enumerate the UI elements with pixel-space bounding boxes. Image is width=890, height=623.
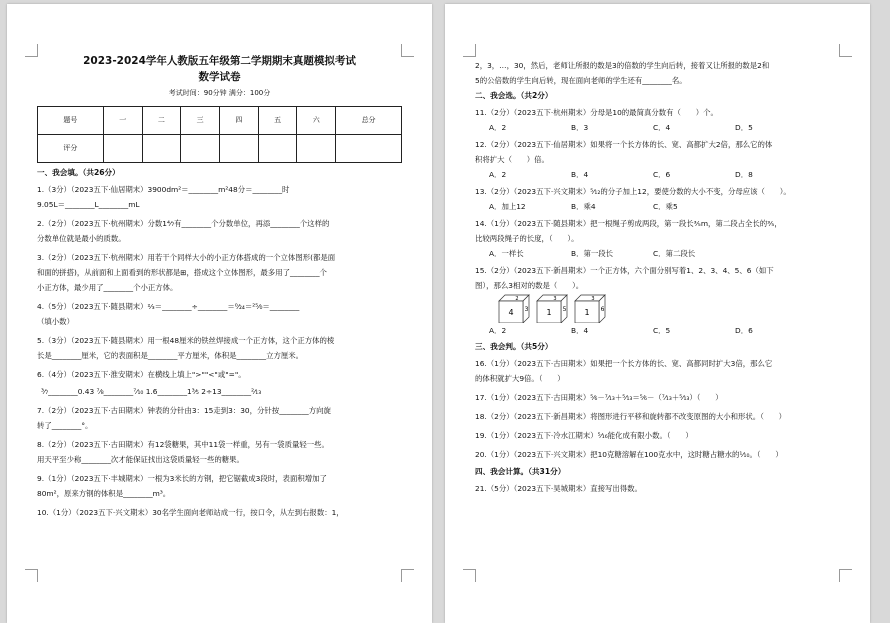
option[interactable]: A．2 — [489, 326, 507, 335]
score-cell[interactable] — [258, 135, 297, 163]
question-line: 转了________°。 — [37, 421, 93, 430]
answer-options — [475, 325, 840, 336]
cube-face-top: 2 — [515, 296, 519, 302]
score-cell[interactable] — [142, 135, 181, 163]
option[interactable]: B．第一段长 — [571, 249, 614, 258]
cube-3 — [573, 293, 607, 323]
cube-face-top: 3 — [591, 296, 595, 302]
option[interactable]: A．2 — [489, 170, 507, 179]
score-cell[interactable] — [103, 135, 142, 163]
question-line: 16.（1分）（2023五下·古田期末）如果把一个长方体的长、宽、高都同时扩大3倍，那么它 — [475, 359, 773, 368]
score-cell[interactable] — [336, 135, 402, 163]
section-heading: 四、我会计算。（共31分） — [475, 467, 566, 476]
answer-options — [475, 169, 840, 180]
question-line: 5的公倍数的学生向后转，现在面向老师的学生还有________名。 — [475, 76, 687, 85]
question-line: 9.05L＝________L________mL — [37, 200, 140, 209]
crop-mark — [401, 569, 414, 582]
answer-options — [475, 248, 840, 259]
question-line: 7.（2分）（2023五下·古田期末）钟表的分针由3：15走到3：30，分针按________方向旋 — [37, 406, 331, 415]
question-line: 15.（2分）（2023五下·新昌期末）一个正方体，六个面分别写着1、2、3、4、5、6（如下 — [475, 266, 774, 275]
question-line: 图），那么3相对的数是（ ）。 — [475, 281, 584, 290]
cube-face-side: 6 — [600, 306, 605, 313]
question-line: 4.（5分）（2023五下·随县期末）⅔＝________÷________＝⁰⁄₂₄＝²⁵⁄₀＝________ — [37, 302, 300, 311]
exam-meta: 考试时间：90分钟 满分：100分 — [168, 89, 271, 97]
question-line: 80m²，原来方钢的体积是________m³。 — [37, 489, 171, 498]
question-line: 5.（3分）（2023五下·随县期末）用一根48厘米的铁丝焊接成一个正方体，这个正方体的棱 — [37, 336, 335, 345]
question-line: 3.（2分）（2023五下·杭州期末）用若干个同样大小的小正方体搭成的一个立体图形(都是面 — [37, 253, 336, 262]
option[interactable]: B．4 — [571, 170, 589, 179]
question-line: 用天平至少称________次才能保证找出这袋质量轻一些的糖果。 — [37, 455, 244, 464]
score-table-row — [38, 135, 402, 163]
option[interactable]: D．5 — [735, 123, 753, 132]
exam-page-2 — [445, 4, 870, 623]
question-line: 18.（2分）（2023五下·新昌期末）将图形进行平移和旋转都不改变原图的大小和形状。（ ） — [475, 412, 787, 421]
question-list — [37, 167, 402, 518]
answer-options — [475, 201, 840, 212]
cube-figure — [497, 293, 840, 323]
question-line: （填小数） — [37, 317, 74, 326]
score-header-cell: 六 — [297, 107, 336, 135]
option[interactable]: C．6 — [653, 170, 671, 179]
section-heading: 一、我会填。（共26分） — [37, 168, 120, 177]
option[interactable]: A．加上12 — [489, 202, 526, 211]
option[interactable]: B．乘4 — [571, 202, 596, 211]
cube-face-side: 3 — [524, 306, 529, 313]
option[interactable]: B．3 — [571, 123, 589, 132]
question-list — [475, 60, 840, 494]
question-line: 长是________厘米，它的表面积是________平方厘米，体积是________立方厘米。 — [37, 351, 304, 360]
question-line: 和面的拼搭)，从前面和上面看到的形状都是⊞，搭成这个立体图形，最多用了________个 — [37, 268, 327, 277]
exam-title: 2023-2024学年人教版五年级第二学期期末真题模拟考试 — [83, 55, 356, 67]
question-line: 11.（2分）（2023五下·杭州期末）分母是10的最简真分数有（ ）个。 — [475, 108, 718, 117]
question-line: 比较两段绳子的长度，（ ）。 — [475, 234, 579, 243]
question-line: 10.（1分）（2023五下·兴文期末）30名学生面向老师站成一行，按口令，从左到右报数：1， — [37, 508, 344, 517]
page-1-content — [37, 4, 402, 518]
score-cell[interactable] — [297, 135, 336, 163]
question-line: 积将扩大（ ）倍。 — [475, 155, 549, 164]
question-line: 小正方体，最少用了________个小正方体。 — [37, 283, 178, 292]
score-header-cell: 二 — [142, 107, 181, 135]
score-row-label: 评分 — [38, 135, 104, 163]
question-line: 9.（1分）（2023五下·丰城期末）一根为3米长的方钢，把它锯截成3段时，表面积增加了 — [37, 474, 327, 483]
question-line: 2.（2分）（2023五下·杭州期末）分数1⁴⁄₇有________个分数单位，再添________个这样的 — [37, 219, 330, 228]
question-line: 6.（4分）（2023五下·淮安期末）在横线上填上">""<"或"="。 — [37, 370, 246, 379]
question-line: 20.（1分）（2023五下·兴文期末）把10克糖溶解在100克水中，这时糖占糖水的¹⁄₁₀。（ ） — [475, 450, 783, 459]
section-heading: 二、我会选。（共2分） — [475, 91, 553, 100]
score-header-cell: 五 — [258, 107, 297, 135]
question-line: 21.（5分）（2023五下·昊城期末）直接写出得数。 — [475, 484, 642, 493]
option[interactable]: B．4 — [571, 326, 589, 335]
crop-mark — [463, 569, 476, 582]
option[interactable]: C．4 — [653, 123, 671, 132]
cube-face-front: 1 — [546, 308, 552, 317]
question-line: 19.（1分）（2023五下·冷水江期末）⁵⁄₁₆能化成有限小数。（ ） — [475, 431, 693, 440]
score-table-header — [38, 107, 402, 135]
question-line: 12.（2分）（2023五下·仙居期末）如果将一个长方体的长、宽、高都扩大2倍，那么它的体 — [475, 140, 773, 149]
question-line: ³⁄₇________0.43 ⁷⁄₈________⁷⁄₁₀ 1.6________1³⁄₅ 2÷13________²⁄₁₃ — [41, 387, 262, 396]
score-cell[interactable] — [181, 135, 220, 163]
crop-mark — [25, 569, 38, 582]
score-header-cell: 题号 — [38, 107, 104, 135]
question-line: 1.（3分）（2023五下·仙居期末）3900dm²＝________m²48分＝________时 — [37, 185, 290, 194]
question-line: 13.（2分）（2023五下·兴文期末）⁵⁄₁₂的分子加上12，要使分数的大小不变，分母应该（ ）。 — [475, 187, 791, 196]
score-header-cell: 一 — [103, 107, 142, 135]
section-heading: 三、我会判。（共5分） — [475, 342, 553, 351]
score-header-cell: 总分 — [336, 107, 402, 135]
cube-face-top: 3 — [553, 296, 557, 302]
option[interactable]: A．2 — [489, 123, 507, 132]
option[interactable]: C．第二段长 — [653, 249, 696, 258]
exam-page-1 — [7, 4, 432, 623]
question-line: 2，3，…，30，然后，老师让所报的数是3的倍数的学生向后转，接着又让所报的数是2和 — [475, 61, 770, 70]
cube-1 — [497, 293, 531, 323]
question-line: 17.（1分）（2023五下·古田期末）⁵⁄₆－⁷⁄₁₃＋⁵⁄₁₃＝⁵⁄₆－（⁷⁄₁₃＋⁵⁄₁₃）（ ） — [475, 393, 723, 402]
score-table — [37, 106, 402, 163]
option[interactable]: D．8 — [735, 170, 753, 179]
exam-subtitle: 数学试卷 — [198, 71, 241, 83]
question-line: 的体积就扩大9倍。（ ） — [475, 374, 565, 383]
option[interactable]: A．一样长 — [489, 249, 524, 258]
cube-2 — [535, 293, 569, 323]
crop-mark — [839, 569, 852, 582]
question-line: 8.（2分）（2023五下·古田期末）有12袋糖果，其中11袋一样重，另有一袋质量轻一些。 — [37, 440, 329, 449]
score-header-cell: 四 — [219, 107, 258, 135]
option[interactable]: C．乘5 — [653, 202, 678, 211]
option[interactable]: C．5 — [653, 326, 671, 335]
score-cell[interactable] — [219, 135, 258, 163]
option[interactable]: D．6 — [735, 326, 753, 335]
cube-face-front: 4 — [508, 308, 514, 317]
crop-mark — [401, 44, 414, 57]
cube-face-side: 5 — [562, 306, 567, 313]
page-2-content — [475, 4, 840, 494]
crop-mark — [839, 44, 852, 57]
question-line: 分数单位就是最小的质数。 — [37, 234, 126, 243]
score-header-cell: 三 — [181, 107, 220, 135]
cube-face-front: 1 — [584, 308, 590, 317]
question-line: 14.（1分）（2023五下·随县期末）把一根绳子剪成两段，第一段长⅗m，第二段占全长的⅗， — [475, 219, 782, 228]
answer-options — [475, 122, 840, 133]
